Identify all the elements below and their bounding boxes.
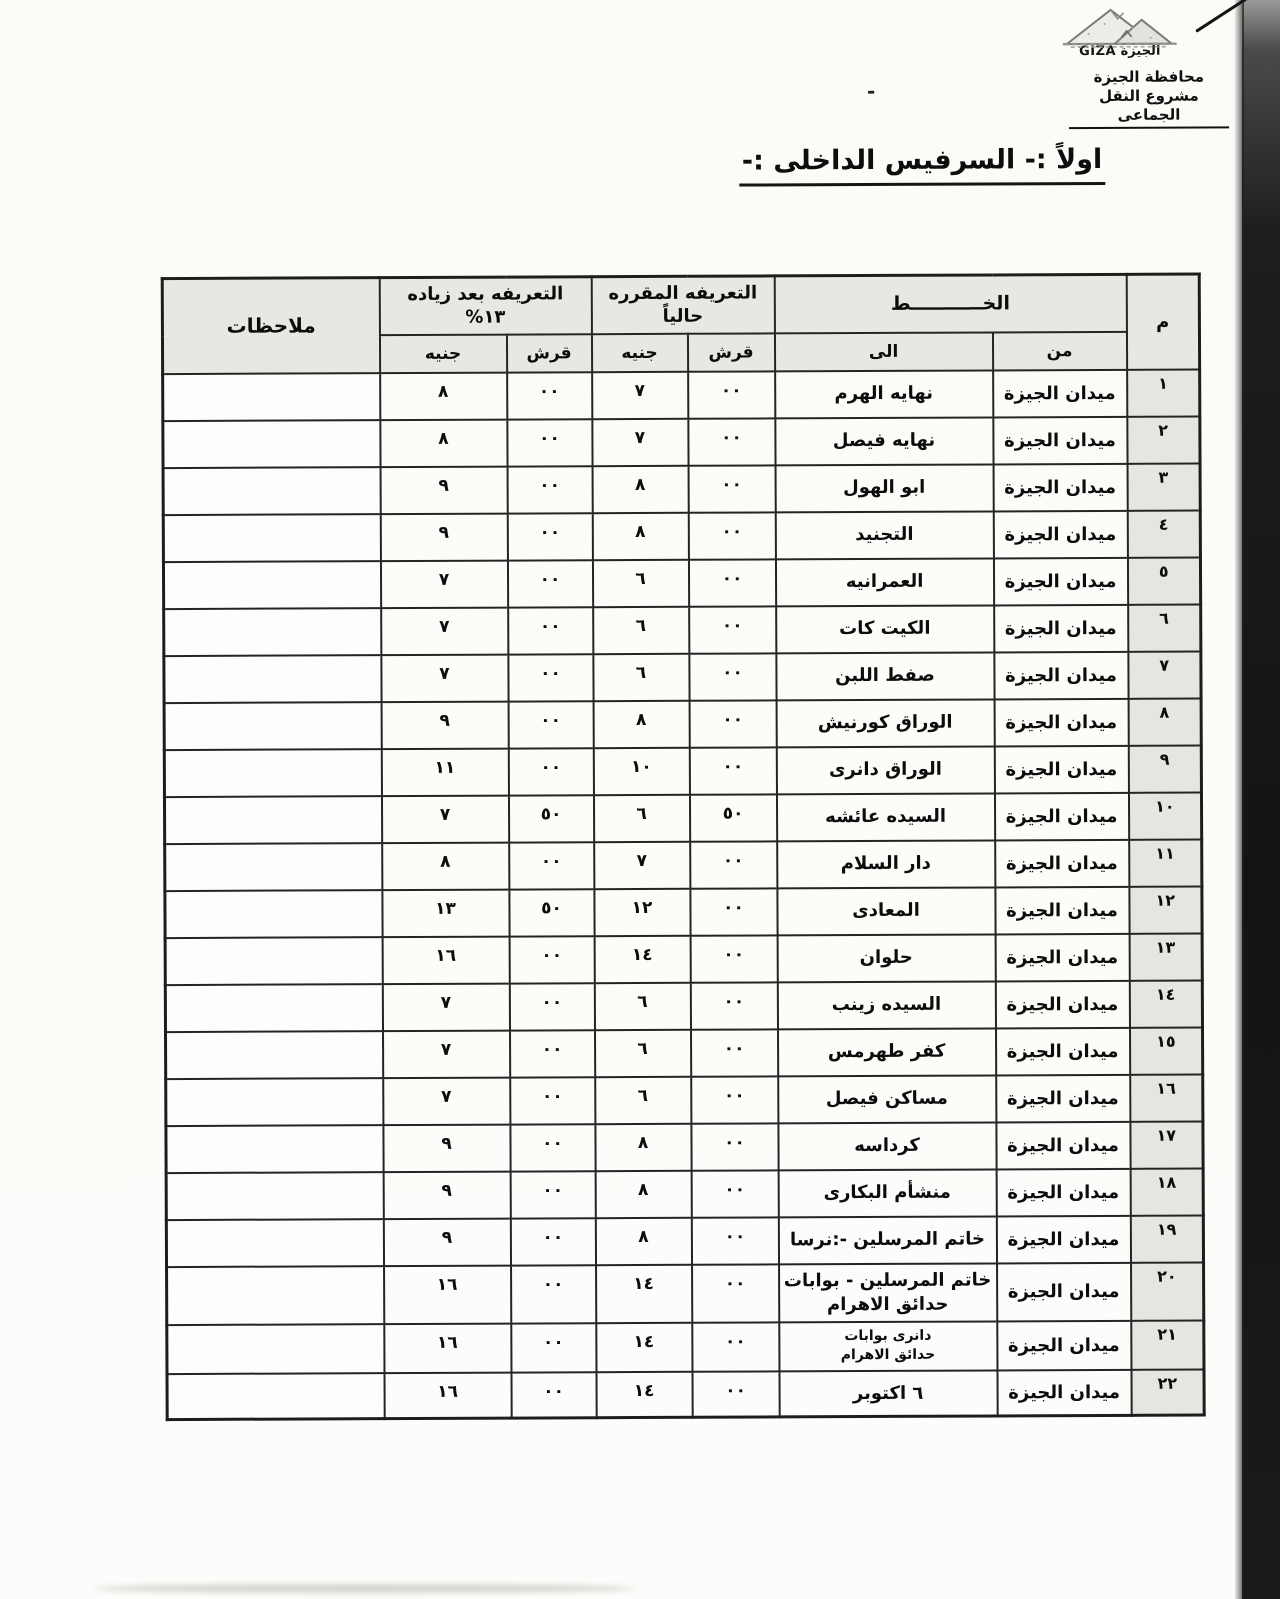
- table-row: [166, 1121, 1203, 1173]
- cell-from: ميدان الجيزة: [995, 933, 1129, 981]
- cell-q1: ٠٠: [690, 982, 777, 1029]
- cell-to: خاتم المرسلين -:نرسا: [778, 1216, 996, 1264]
- cell-notes: [163, 373, 380, 421]
- cell-g2: ١٦: [384, 1265, 511, 1324]
- cell-notes: [164, 702, 381, 750]
- cell-q1: ٠٠: [690, 888, 777, 935]
- cell-notes: [163, 420, 380, 468]
- cell-g1: ٦: [594, 982, 690, 1029]
- cell-q1: ٠٠: [691, 1123, 778, 1170]
- cell-g1: ٦: [595, 1029, 691, 1076]
- cell-g2: ٨: [380, 419, 507, 467]
- cell-notes: [165, 984, 382, 1032]
- cell-g1: ٦: [593, 794, 689, 841]
- cell-num: ١٧: [1130, 1121, 1203, 1168]
- cell-notes: [164, 608, 381, 656]
- cell-g1: ١٢: [594, 888, 690, 935]
- cell-num: ٥: [1127, 557, 1200, 604]
- cell-notes: [165, 890, 382, 938]
- header-after-qirsh: قرش: [506, 334, 591, 372]
- cell-g1: ٦: [595, 1076, 691, 1123]
- cell-q2: ٠٠: [510, 1030, 595, 1077]
- cell-g2: ٩: [380, 466, 507, 514]
- cell-from: ميدان الجيزة: [995, 886, 1129, 934]
- header-after-line2: ١٣%: [465, 306, 506, 329]
- cell-g2: ٩: [383, 1124, 510, 1172]
- cell-q1: ٠٠: [689, 700, 776, 747]
- cell-from: ميدان الجيزة: [995, 839, 1129, 887]
- cell-notes: [164, 655, 381, 703]
- table-row: [164, 698, 1201, 750]
- cell-q2: ٠٠: [507, 513, 592, 560]
- cell-from: ميدان الجيزة: [994, 745, 1128, 793]
- cell-g1: ١٤: [596, 1322, 692, 1371]
- cell-q1: ٠٠: [688, 371, 775, 418]
- cell-q1: ٠٠: [692, 1322, 779, 1371]
- cell-notes: [164, 749, 381, 797]
- table-row: [164, 651, 1201, 703]
- cell-q2: ٠٠: [511, 1372, 596, 1418]
- cell-num: ١٨: [1130, 1168, 1203, 1215]
- cell-to: ابو الهول: [775, 464, 993, 512]
- cell-g1: ١٤: [596, 1264, 692, 1322]
- cell-q2: ٥٠: [509, 889, 594, 936]
- table-body: [163, 369, 1205, 1420]
- table-row: [163, 510, 1200, 562]
- cell-q2: ٠٠: [510, 1171, 595, 1218]
- table-row: [166, 1215, 1203, 1267]
- cell-notes: [166, 1078, 383, 1126]
- cell-from: ميدان الجيزة: [994, 604, 1128, 652]
- header-from: من: [992, 331, 1126, 370]
- cell-num: ١٢: [1129, 886, 1202, 933]
- cell-notes: [164, 796, 381, 844]
- cell-g2: ٧: [383, 1030, 510, 1078]
- cell-g2: ١٦: [384, 1372, 511, 1419]
- cell-g2: ٩: [383, 1171, 510, 1219]
- cell-from: ميدان الجيزة: [993, 369, 1127, 417]
- table-row: [163, 416, 1200, 468]
- cell-from: ميدان الجيزة: [993, 416, 1127, 464]
- cell-to: ٦ اكتوبر: [779, 1370, 997, 1417]
- cell-g1: ٦: [593, 606, 689, 653]
- cell-q2: ٠٠: [507, 372, 592, 419]
- header-after-gineh: جنيه: [379, 334, 506, 373]
- cell-q1: ٠٠: [689, 606, 776, 653]
- cell-notes: [166, 1219, 383, 1267]
- cell-g2: ٧: [381, 795, 508, 843]
- cell-to: التجنيد: [775, 511, 993, 559]
- cell-num: ٨: [1128, 698, 1201, 745]
- table-row: [167, 1262, 1204, 1325]
- cell-from: ميدان الجيزة: [997, 1262, 1131, 1321]
- cell-notes: [163, 467, 380, 515]
- cell-q2: ٠٠: [509, 936, 594, 983]
- cell-notes: [163, 514, 380, 562]
- cell-from: ميدان الجيزة: [997, 1320, 1131, 1370]
- cell-to: نهايه فيصل: [775, 417, 993, 465]
- cell-to: المعادى: [777, 887, 995, 935]
- cell-q2: ٠٠: [508, 748, 593, 795]
- cell-num: ١١: [1129, 839, 1202, 886]
- cell-q1: ٠٠: [688, 465, 775, 512]
- table-row: [166, 1168, 1203, 1220]
- table-row: [167, 1320, 1204, 1374]
- cell-q2: ٠٠: [511, 1323, 596, 1372]
- cell-num: ١: [1127, 369, 1200, 416]
- header-to: الى: [774, 332, 992, 371]
- pyramids-logo-icon: [1059, 4, 1181, 49]
- cell-q2: ٥٠: [508, 795, 593, 842]
- table-row: [166, 1074, 1203, 1126]
- cell-from: ميدان الجيزة: [993, 510, 1127, 558]
- cell-g1: ١٠: [593, 747, 689, 794]
- cell-g2: ٧: [381, 654, 508, 702]
- cell-q2: ٠٠: [509, 842, 594, 889]
- table-row: [165, 839, 1202, 891]
- cell-g2: ١٣: [382, 889, 509, 937]
- cell-q1: ٠٠: [692, 1371, 779, 1417]
- cell-notes: [167, 1324, 384, 1374]
- table-row: [164, 745, 1201, 797]
- cell-num: ٢٠: [1131, 1262, 1204, 1320]
- cell-notes: [163, 561, 380, 609]
- cell-g1: ٨: [593, 700, 689, 747]
- cell-g1: ٦: [592, 559, 688, 606]
- cell-q2: ٠٠: [509, 983, 594, 1030]
- cell-to: العمرانيه: [775, 558, 993, 606]
- cell-to: الكيت كات: [776, 605, 994, 653]
- cell-num: ٢: [1127, 416, 1200, 463]
- cell-num: ٤: [1127, 510, 1200, 557]
- org-block: [1069, 67, 1229, 128]
- cell-to: دار السلام: [777, 840, 995, 888]
- cell-q2: ٠٠: [510, 1124, 595, 1171]
- cell-from: ميدان الجيزة: [993, 463, 1127, 511]
- cell-to: مساكن فيصل: [778, 1075, 996, 1123]
- cell-to: السيده عائشه: [777, 793, 995, 841]
- table-row: [165, 980, 1202, 1032]
- cell-q2: ٠٠: [508, 654, 593, 701]
- table-row: [163, 463, 1200, 515]
- cell-to: خاتم المرسلين - بوابات حدائق الاهرام: [779, 1263, 997, 1322]
- cell-g2: ١١: [381, 748, 508, 796]
- cell-from: ميدان الجيزة: [996, 1215, 1130, 1263]
- cell-g2: ١٦: [384, 1323, 511, 1373]
- table-header: [162, 274, 1199, 374]
- cell-q1: ٠٠: [688, 418, 775, 465]
- cell-g1: ٧: [594, 841, 690, 888]
- cell-g2: ٩: [383, 1218, 510, 1266]
- cell-g1: ٨: [595, 1170, 691, 1217]
- cell-to: الوراق كورنيش: [776, 699, 994, 747]
- cell-from: ميدان الجيزة: [996, 1074, 1130, 1122]
- cell-num: ٣: [1127, 463, 1200, 510]
- cell-notes: [165, 937, 382, 985]
- cell-g1: ٨: [595, 1123, 691, 1170]
- cell-num: ١٤: [1129, 980, 1202, 1027]
- table-row: [164, 604, 1201, 656]
- cell-g2: ٩: [380, 513, 507, 561]
- cell-num: ٩: [1128, 745, 1201, 792]
- cell-notes: [166, 1031, 383, 1079]
- cell-g2: ٧: [383, 1077, 510, 1125]
- table-row: [165, 933, 1202, 985]
- logo-caption: الجيزة GIZA: [1079, 43, 1161, 60]
- cell-g2: ٩: [381, 701, 508, 749]
- cell-g1: ٨: [592, 465, 688, 512]
- cell-q1: ٠٠: [691, 1029, 778, 1076]
- cell-notes: [166, 1172, 383, 1220]
- cell-to: كفر طهرمس: [778, 1028, 996, 1076]
- cell-g2: ٧: [381, 607, 508, 655]
- table-row: [166, 1027, 1203, 1079]
- cell-q2: ٠٠: [511, 1265, 596, 1323]
- cell-g1: ١٤: [596, 1371, 692, 1417]
- cell-from: ميدان الجيزة: [995, 792, 1129, 840]
- cell-q2: ٠٠: [507, 560, 592, 607]
- cell-g1: ٧: [592, 418, 688, 465]
- cell-num: ١٥: [1130, 1027, 1203, 1074]
- org-name: محافظة الجيزة: [1093, 67, 1205, 87]
- header-num: م: [1126, 274, 1199, 369]
- table-row: [163, 557, 1200, 609]
- header-current-line1: التعريفه المقرره: [608, 282, 758, 304]
- cell-q1: ٠٠: [688, 559, 775, 606]
- header-current-gineh: جنيه: [591, 333, 687, 371]
- cell-from: ميدان الجيزة: [996, 1121, 1130, 1169]
- org-project-underlined: مشروع النقل الجماعى: [1069, 86, 1229, 129]
- cell-g1: ٨: [592, 512, 688, 559]
- cell-from: ميدان الجيزة: [997, 1369, 1131, 1416]
- cell-g2: ٧: [382, 983, 509, 1031]
- cell-q1: ٠٠: [690, 935, 777, 982]
- cell-to: الوراق دانرى: [776, 746, 994, 794]
- cell-q2: ٠٠: [508, 607, 593, 654]
- cell-q2: ٠٠: [507, 466, 592, 513]
- cell-from: ميدان الجيزة: [994, 698, 1128, 746]
- cell-g2: ٨: [380, 372, 507, 420]
- cell-q1: ٠٠: [691, 1217, 778, 1264]
- cell-to: حلوان: [777, 934, 995, 982]
- header-current-line2: حالياً: [662, 305, 704, 328]
- cell-q1: ٠٠: [691, 1170, 778, 1217]
- tariff-table: [161, 273, 1206, 1422]
- cell-to: منشأم البكارى: [778, 1169, 996, 1217]
- header-after-line1: التعريفه بعد زياده: [407, 283, 564, 305]
- cell-to: دانرى بوابات حدائق الاهرام: [779, 1321, 997, 1371]
- cell-g2: ١٦: [382, 936, 509, 984]
- cell-notes: [167, 1266, 384, 1325]
- cell-q1: ٠٠: [692, 1264, 779, 1322]
- cell-q2: ٠٠: [510, 1077, 595, 1124]
- cell-q1: ٠٠: [689, 653, 776, 700]
- cell-from: ميدان الجيزة: [996, 1027, 1130, 1075]
- cell-to: السيده زينب: [777, 981, 995, 1029]
- cell-q1: ٥٠: [690, 794, 777, 841]
- cell-g1: ١٤: [594, 935, 690, 982]
- cell-num: ١٦: [1130, 1074, 1203, 1121]
- cell-g2: ٨: [382, 842, 509, 890]
- header-notes: ملاحظات: [162, 278, 379, 374]
- cell-num: ٢٢: [1131, 1369, 1204, 1415]
- header-after-tariff: [379, 277, 591, 335]
- header-current-tariff: [591, 276, 774, 334]
- table-row: [164, 792, 1201, 844]
- cell-q2: ٠٠: [508, 701, 593, 748]
- cell-notes: [166, 1125, 383, 1173]
- cell-num: ١٣: [1129, 933, 1202, 980]
- cell-from: ميدان الجيزة: [993, 557, 1127, 605]
- cell-from: ميدان الجيزة: [995, 980, 1129, 1028]
- cell-q1: ٠٠: [690, 841, 777, 888]
- cell-q1: ٠٠: [688, 512, 775, 559]
- cell-g1: ٦: [593, 653, 689, 700]
- table-row: [167, 1369, 1204, 1420]
- giza-governorate-logo: [1059, 4, 1181, 60]
- cell-q2: ٠٠: [510, 1218, 595, 1265]
- cell-g1: ٨: [595, 1217, 691, 1264]
- cell-q2: ٠٠: [507, 419, 592, 466]
- cell-num: ٦: [1128, 604, 1201, 651]
- cell-notes: [167, 1373, 384, 1420]
- stray-dash-mark: -: [866, 78, 876, 104]
- cell-notes: [165, 843, 382, 891]
- cell-num: ٢١: [1131, 1320, 1204, 1369]
- table-row: [165, 886, 1202, 938]
- cell-from: ميدان الجيزة: [996, 1168, 1130, 1216]
- cell-num: ١٠: [1129, 792, 1202, 839]
- cell-to: كرداسه: [778, 1122, 996, 1170]
- cell-from: ميدان الجيزة: [994, 651, 1128, 699]
- cell-num: ٧: [1128, 651, 1201, 698]
- cell-q1: ٠٠: [691, 1076, 778, 1123]
- document-title: اولاً :- السرفيس الداخلى :-: [739, 144, 1106, 187]
- cell-to: نهايه الهرم: [775, 370, 993, 418]
- table-row: [163, 369, 1200, 421]
- header-current-qirsh: قرش: [687, 333, 774, 371]
- cell-num: ١٩: [1130, 1215, 1203, 1262]
- header-line-group: الخـــــــــــط: [774, 274, 1126, 333]
- cell-g2: ٧: [380, 560, 507, 608]
- cell-to: صفط اللبن: [776, 652, 994, 700]
- cell-q1: ٠٠: [689, 747, 776, 794]
- cell-g1: ٧: [592, 371, 688, 418]
